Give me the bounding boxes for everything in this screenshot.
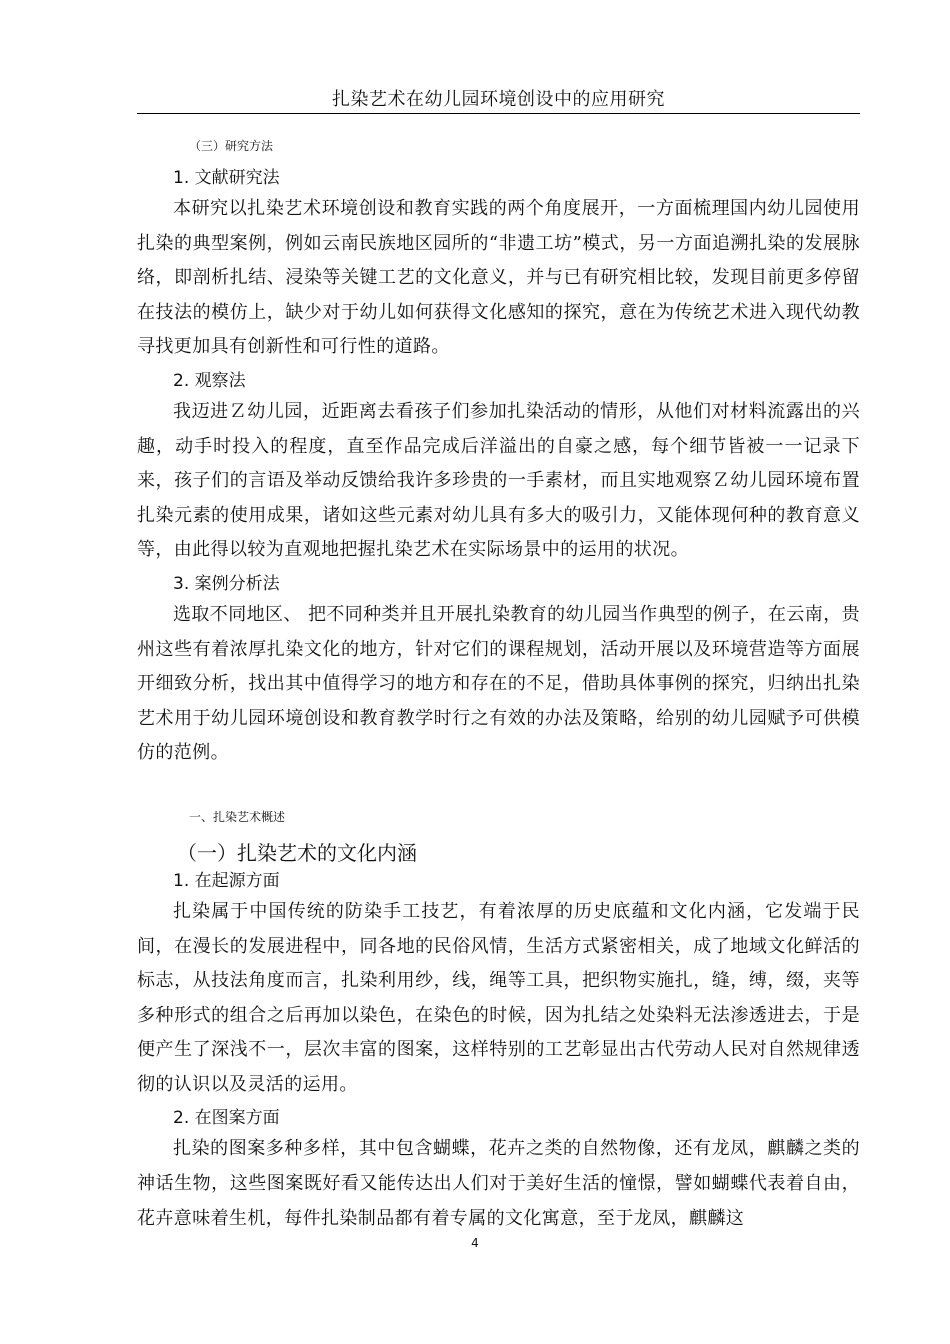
- running-header: 扎染艺术在幼儿园环境创设中的应用研究: [332, 89, 665, 110]
- method3-title: 3. 案例分析法: [173, 573, 280, 594]
- pattern-title: 2. 在图案方面: [173, 1108, 280, 1129]
- page-number: 4: [471, 1236, 479, 1250]
- header-rule: [137, 113, 860, 114]
- method2-paragraph: 我迈进Ｚ幼儿园，近距离去看孩子们参加扎染活动的情形，从他们对材料流露出的兴趣，动手时投入的程度，直至作品完成后洋溢出的自豪之感，每个细节皆被一一记录下来，孩子们的言语及举动反馈给我许多珍贵的一手素材，而且实地观察Ｚ幼儿园环境布置扎染元素的使用成果，诸如这些元素对幼儿具有多大的吸引力，又能体现何种的教育意义等，由此得以较为直观地把握扎染艺术在实际场景中的运用的状况。: [137, 400, 860, 561]
- methods-heading: （三）研究方法: [189, 139, 274, 153]
- origin-paragraph: 扎染属于中国传统的防染手工技艺，有着浓厚的历史底蕴和文化内涵，它发端于民间，在漫长的发展进程中，同各地的民俗风情，生活方式紧密相关，成了地域文化鲜活的标志，从技法角度而言，扎染利用纱，线，绳等工具，把织物实施扎，缝，缚，缀，夹等多种形式的组合之后再加以染色，在染色的时候，因为扎结之处染料无法渗透进去，于是便产生了深浅不一，层次丰富的图案，这样特别的工艺彰显出古代劳动人民对自然规律透彻的认识以及灵活的运用。: [137, 900, 860, 1095]
- method2-title: 2. 观察法: [173, 370, 246, 391]
- method3-paragraph: 选取不同地区、 把不同种类并且开展扎染教育的幼儿园当作典型的例子，在云南，贵州这些有着浓厚扎染文化的地方，针对它们的课程规划，活动开展以及环境营造等方面展开细致分析，找出其中值得学习的地方和存在的不足，借助具体事例的探究，归纳出扎染艺术用于幼儿园环境创设和教育教学时行之有效的办法及策略，给别的幼儿园赋予可供模仿的范例。: [137, 603, 860, 764]
- method1-title: 1. 文献研究法: [173, 168, 280, 188]
- pattern-paragraph: 扎染的图案多种多样，其中包含蝴蝶，花卉之类的自然物像，还有龙凤，麒麟之类的神话生物，这些图案既好看又能传达出人们对于美好生活的憧憬，譬如蝴蝶代表着自由，花卉意味着生机，每件扎染制品都有着专属的文化寓意，至于龙凤，麒麟这: [137, 1138, 860, 1229]
- origin-title: 1. 在起源方面: [173, 870, 280, 891]
- page-content: [137, 136, 860, 1236]
- method1-paragraph: 本研究以扎染艺术环境创设和教育实践的两个角度展开，一方面梳理国内幼儿园使用扎染的典型案例，例如云南民族地区园所的“非遗工坊”模式，另一方面追溯扎染的发展脉络，即剖析扎结、浸染等关键工艺的文化意义，并与已有研究相比较，发现目前更多停留在技法的模仿上，缺少对于幼儿如何获得文化感知的探究，意在为传统艺术进入现代幼教寻找更加具有创新性和可行性的道路。: [137, 198, 860, 358]
- section1-heading: （一）扎染艺术的文化内涵: [177, 840, 417, 865]
- chapter-heading: 一、扎染艺术概述: [189, 809, 286, 824]
